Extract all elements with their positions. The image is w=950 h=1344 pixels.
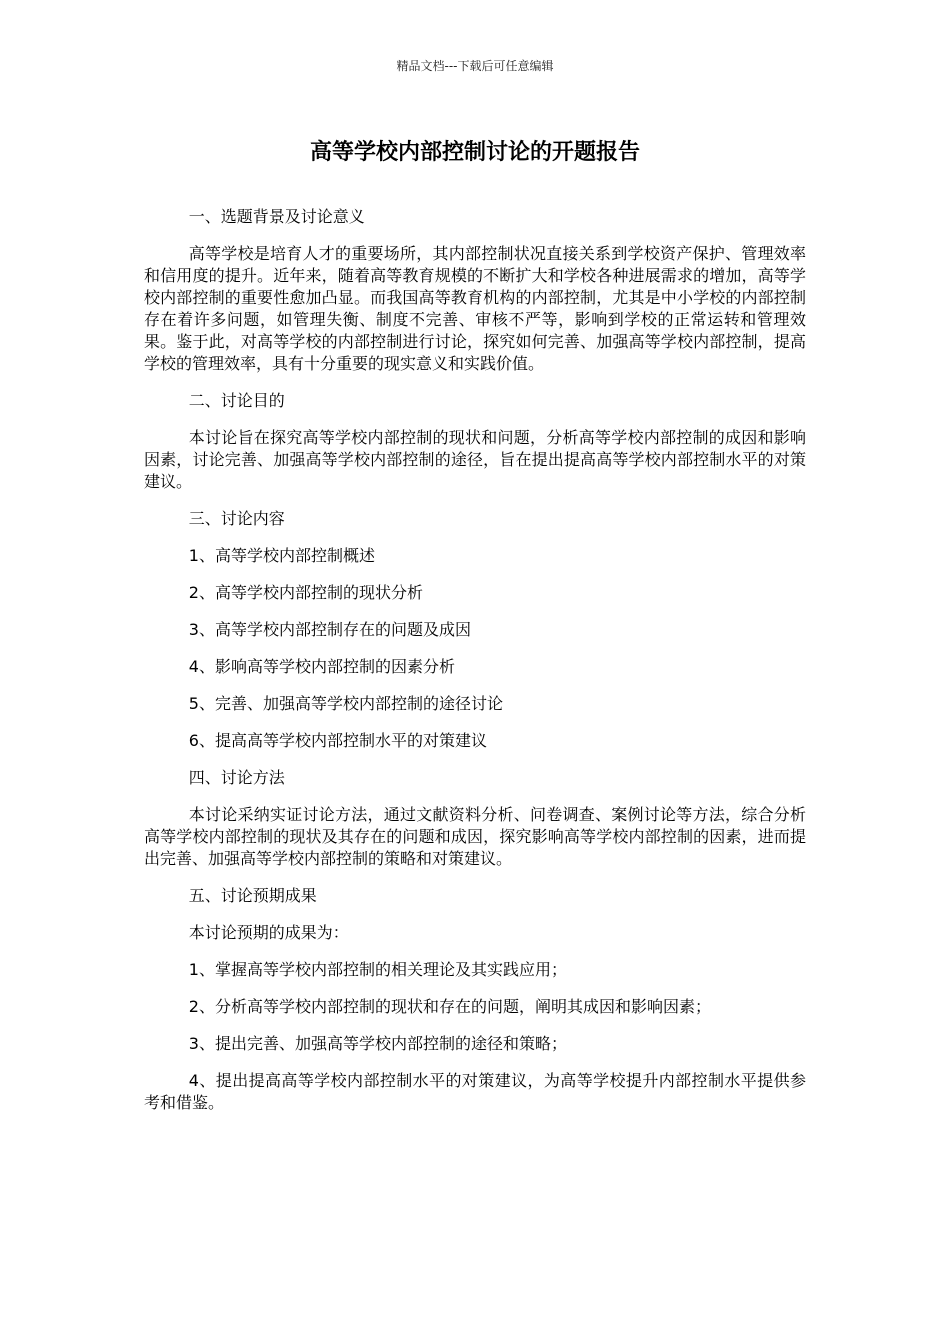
list-item-outcome-4: 4、提出提高高等学校内部控制水平的对策建议，为高等学校提升内部控制水平提供参考和借鉴。 <box>144 1071 806 1112</box>
list-item-content-4: 4、影响高等学校内部控制的因素分析 <box>188 657 455 676</box>
section-heading-content: 三、讨论内容 <box>188 509 285 528</box>
document-title: 高等学校内部控制讨论的开题报告 <box>309 140 640 165</box>
list-item-content-6: 6、提高高等学校内部控制水平的对策建议 <box>188 731 487 750</box>
list-item-content-5: 5、完善、加强高等学校内部控制的途径讨论 <box>188 694 503 713</box>
header-note: 精品文档---下载后可任意编辑 <box>396 59 554 73</box>
list-item-outcome-2: 2、分析高等学校内部控制的现状和存在的问题，阐明其成因和影响因素； <box>188 997 711 1016</box>
paragraph-outcomes-intro: 本讨论预期的成果为： <box>188 923 349 942</box>
paragraph-purpose: 本讨论旨在探究高等学校内部控制的现状和问题，分析高等学校内部控制的成因和影响因素，讨论完善、加强高等学校内部控制的途径，旨在提出提高高等学校内部控制水平的对策建议。 <box>144 428 806 491</box>
section-heading-method: 四、讨论方法 <box>188 768 285 787</box>
list-item-outcome-1: 1、掌握高等学校内部控制的相关理论及其实践应用； <box>188 960 567 979</box>
paragraph-background: 高等学校是培育人才的重要场所，其内部控制状况直接关系到学校资产保护、管理效率和信用度的提升。近年来，随着高等教育规模的不断扩大和学校各种进展需求的增加，高等学校内部控制的重要性愈加凸显。而我国高等教育机构的内部控制，尤其是中小学校的内部控制存在着许多问题，如管理失衡、制度不完善、审核不严等，影响到学校的正常运转和管理效果。鉴于此，对高等学校的内部控制进行讨论，探究如何完善、加强高等学校内部控制，提高学校的管理效率，具有十分重要的现实意义和实践价值。 <box>144 244 806 373</box>
list-item-content-1: 1、高等学校内部控制概述 <box>188 546 375 565</box>
list-item-content-2: 2、高等学校内部控制的现状分析 <box>188 583 423 602</box>
section-heading-outcomes: 五、讨论预期成果 <box>188 886 317 905</box>
document-body <box>144 206 806 1129</box>
list-item-outcome-3: 3、提出完善、加强高等学校内部控制的途径和策略； <box>188 1034 567 1053</box>
list-item-content-3: 3、高等学校内部控制存在的问题及成因 <box>188 620 471 639</box>
section-heading-background: 一、选题背景及讨论意义 <box>188 207 365 226</box>
section-heading-purpose: 二、讨论目的 <box>188 391 285 410</box>
paragraph-method: 本讨论采纳实证讨论方法，通过文献资料分析、问卷调查、案例讨论等方法，综合分析高等学校内部控制的现状及其存在的问题和成因，探究影响高等学校内部控制的因素，进而提出完善、加强高等学校内部控制的策略和对策建议。 <box>144 805 806 868</box>
